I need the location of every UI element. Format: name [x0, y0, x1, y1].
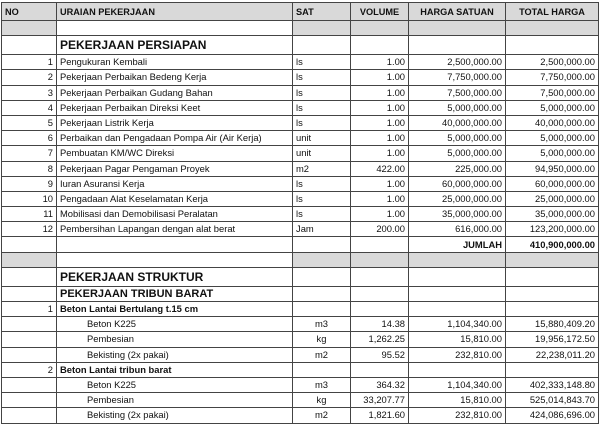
- item-description: Pekerjaan Perbaikan Gudang Bahan: [57, 85, 293, 100]
- spacer-row: [2, 21, 599, 36]
- item-volume: 1,262.25: [351, 332, 409, 347]
- header-row: [2, 3, 599, 21]
- table-row: [2, 317, 599, 332]
- item-no: 2: [2, 70, 57, 85]
- section-row-persiapan: [2, 36, 599, 55]
- item-description: Perbaikan dan Pengadaan Pompa Air (Air Kerja): [57, 131, 293, 146]
- item-description: Iuran Asuransi Kerja: [57, 176, 293, 191]
- item-description: Pekerjaan Pagar Pengaman Proyek: [57, 161, 293, 176]
- item-total: 40,000,000.00: [506, 115, 599, 130]
- table-row: [2, 377, 599, 392]
- item-volume: 200.00: [351, 222, 409, 237]
- item-description: Beton K225: [57, 317, 293, 332]
- item-description: Pekerjaan Perbaikan Direksi Keet: [57, 100, 293, 115]
- item-unit: m3: [293, 317, 351, 332]
- item-description: Pembuatan KM/WC Direksi: [57, 146, 293, 161]
- item-total: 5,000,000.00: [506, 100, 599, 115]
- item-unit-price: 60,000,000.00: [409, 176, 506, 191]
- item-description: Bekisting (2x pakai): [57, 347, 293, 362]
- item-no: 1: [2, 55, 57, 70]
- table-row: [2, 393, 599, 408]
- table-row: [2, 332, 599, 347]
- item-no: 3: [2, 85, 57, 100]
- item-unit: ls: [293, 85, 351, 100]
- table-row: [2, 347, 599, 362]
- item-description: Pengukuran Kembali: [57, 55, 293, 70]
- item-total: 15,880,409.20: [506, 317, 599, 332]
- group-title: Beton Lantai tribun barat: [57, 362, 293, 377]
- item-unit-price: 5,000,000.00: [409, 146, 506, 161]
- item-unit-price: 40,000,000.00: [409, 115, 506, 130]
- item-description: Mobilisasi dan Demobilisasi Peralatan: [57, 207, 293, 222]
- item-unit: ls: [293, 115, 351, 130]
- item-volume: 1,821.60: [351, 408, 409, 423]
- item-no: 11: [2, 207, 57, 222]
- item-total: 5,000,000.00: [506, 131, 599, 146]
- item-total: 25,000,000.00: [506, 191, 599, 206]
- item-unit-price: 1,104,340.00: [409, 377, 506, 392]
- item-description: Pengadaan Alat Keselamatan Kerja: [57, 191, 293, 206]
- item-description: Beton K225: [57, 377, 293, 392]
- item-volume: 1.00: [351, 85, 409, 100]
- item-unit-price: 5,000,000.00: [409, 100, 506, 115]
- item-unit: ls: [293, 191, 351, 206]
- header-harga-satuan: HARGA SATUAN: [409, 3, 506, 21]
- item-no: 7: [2, 146, 57, 161]
- item-volume: 33,207.77: [351, 393, 409, 408]
- item-unit: unit: [293, 131, 351, 146]
- item-no: 9: [2, 176, 57, 191]
- item-volume: 364.32: [351, 377, 409, 392]
- item-total: 525,014,843.70: [506, 393, 599, 408]
- item-volume: 1.00: [351, 146, 409, 161]
- table-row: [2, 176, 599, 191]
- table-row: [2, 55, 599, 70]
- item-total: 5,000,000.00: [506, 146, 599, 161]
- spacer-row: [2, 252, 599, 267]
- item-description: Pembersihan Lapangan dengan alat berat: [57, 222, 293, 237]
- item-unit-price: 35,000,000.00: [409, 207, 506, 222]
- item-unit-price: 25,000,000.00: [409, 191, 506, 206]
- item-total: 402,333,148.80: [506, 377, 599, 392]
- item-unit: m2: [293, 161, 351, 176]
- table-row: [2, 191, 599, 206]
- item-unit: ls: [293, 176, 351, 191]
- item-volume: 1.00: [351, 207, 409, 222]
- item-description: Pembesian: [57, 332, 293, 347]
- header-sat: SAT: [293, 3, 351, 21]
- group-row: [2, 362, 599, 377]
- item-total: 94,950,000.00: [506, 161, 599, 176]
- table-row: [2, 408, 599, 423]
- header-no: NO: [2, 3, 57, 21]
- item-unit: ls: [293, 207, 351, 222]
- item-total: 60,000,000.00: [506, 176, 599, 191]
- table-row: [2, 115, 599, 130]
- item-total: 424,086,696.00: [506, 408, 599, 423]
- item-total: 35,000,000.00: [506, 207, 599, 222]
- item-volume: 1.00: [351, 176, 409, 191]
- item-description: Pekerjaan Perbaikan Bedeng Kerja: [57, 70, 293, 85]
- item-unit: ls: [293, 70, 351, 85]
- item-volume: 1.00: [351, 100, 409, 115]
- item-unit-price: 2,500,000.00: [409, 55, 506, 70]
- item-total: 7,750,000.00: [506, 70, 599, 85]
- item-no: 10: [2, 191, 57, 206]
- item-description: Pembesian: [57, 393, 293, 408]
- item-unit: ls: [293, 100, 351, 115]
- item-volume: 1.00: [351, 131, 409, 146]
- table-row: [2, 146, 599, 161]
- table-row: [2, 131, 599, 146]
- item-total: 123,200,000.00: [506, 222, 599, 237]
- header-total-harga: TOTAL HARGA: [506, 3, 599, 21]
- item-total: 7,500,000.00: [506, 85, 599, 100]
- item-no: 4: [2, 100, 57, 115]
- item-volume: 95.52: [351, 347, 409, 362]
- item-total: 19,956,172.50: [506, 332, 599, 347]
- item-no: 6: [2, 131, 57, 146]
- item-description: Pekerjaan Listrik Kerja: [57, 115, 293, 130]
- item-unit-price: 1,104,340.00: [409, 317, 506, 332]
- jumlah-row: [2, 237, 599, 252]
- table-row: [2, 100, 599, 115]
- item-unit-price: 232,810.00: [409, 408, 506, 423]
- item-description: Bekisting (2x pakai): [57, 408, 293, 423]
- section-title: PEKERJAAN PERSIAPAN: [57, 36, 293, 55]
- item-unit: m2: [293, 347, 351, 362]
- item-no: 5: [2, 115, 57, 130]
- item-unit: Jam: [293, 222, 351, 237]
- item-unit: ls: [293, 55, 351, 70]
- item-unit-price: 225,000.00: [409, 161, 506, 176]
- item-total: 22,238,011.20: [506, 347, 599, 362]
- cost-table: [1, 2, 599, 424]
- item-unit: kg: [293, 393, 351, 408]
- group-row: [2, 302, 599, 317]
- item-unit-price: 232,810.00: [409, 347, 506, 362]
- item-unit-price: 7,500,000.00: [409, 85, 506, 100]
- item-volume: 1.00: [351, 55, 409, 70]
- header-volume: VOLUME: [351, 3, 409, 21]
- item-unit-price: 7,750,000.00: [409, 70, 506, 85]
- table-row: [2, 85, 599, 100]
- subsection-row: [2, 286, 599, 301]
- group-no: 2: [2, 362, 57, 377]
- item-no: 8: [2, 161, 57, 176]
- group-title: Beton Lantai Bertulang t.15 cm: [57, 302, 293, 317]
- item-volume: 1.00: [351, 70, 409, 85]
- jumlah-value: 410,900,000.00: [506, 237, 599, 252]
- item-unit-price: 616,000.00: [409, 222, 506, 237]
- header-uraian: URAIAN PEKERJAAN: [57, 3, 293, 21]
- item-volume: 14.38: [351, 317, 409, 332]
- item-unit: m2: [293, 408, 351, 423]
- item-total: 2,500,000.00: [506, 55, 599, 70]
- item-unit-price: 15,810.00: [409, 332, 506, 347]
- item-volume: 1.00: [351, 191, 409, 206]
- item-unit: m3: [293, 377, 351, 392]
- subsection-title: PEKERJAAN TRIBUN BARAT: [57, 286, 293, 301]
- item-volume: 422.00: [351, 161, 409, 176]
- table-row: [2, 161, 599, 176]
- item-unit: kg: [293, 332, 351, 347]
- item-unit: unit: [293, 146, 351, 161]
- table-row: [2, 70, 599, 85]
- item-no: 12: [2, 222, 57, 237]
- jumlah-label: JUMLAH: [409, 237, 506, 252]
- item-unit-price: 15,810.00: [409, 393, 506, 408]
- table-row: [2, 222, 599, 237]
- item-volume: 1.00: [351, 115, 409, 130]
- table-row: [2, 207, 599, 222]
- group-no: 1: [2, 302, 57, 317]
- section-title: PEKERJAAN STRUKTUR: [57, 267, 293, 286]
- section-row-struktur: [2, 267, 599, 286]
- item-unit-price: 5,000,000.00: [409, 131, 506, 146]
